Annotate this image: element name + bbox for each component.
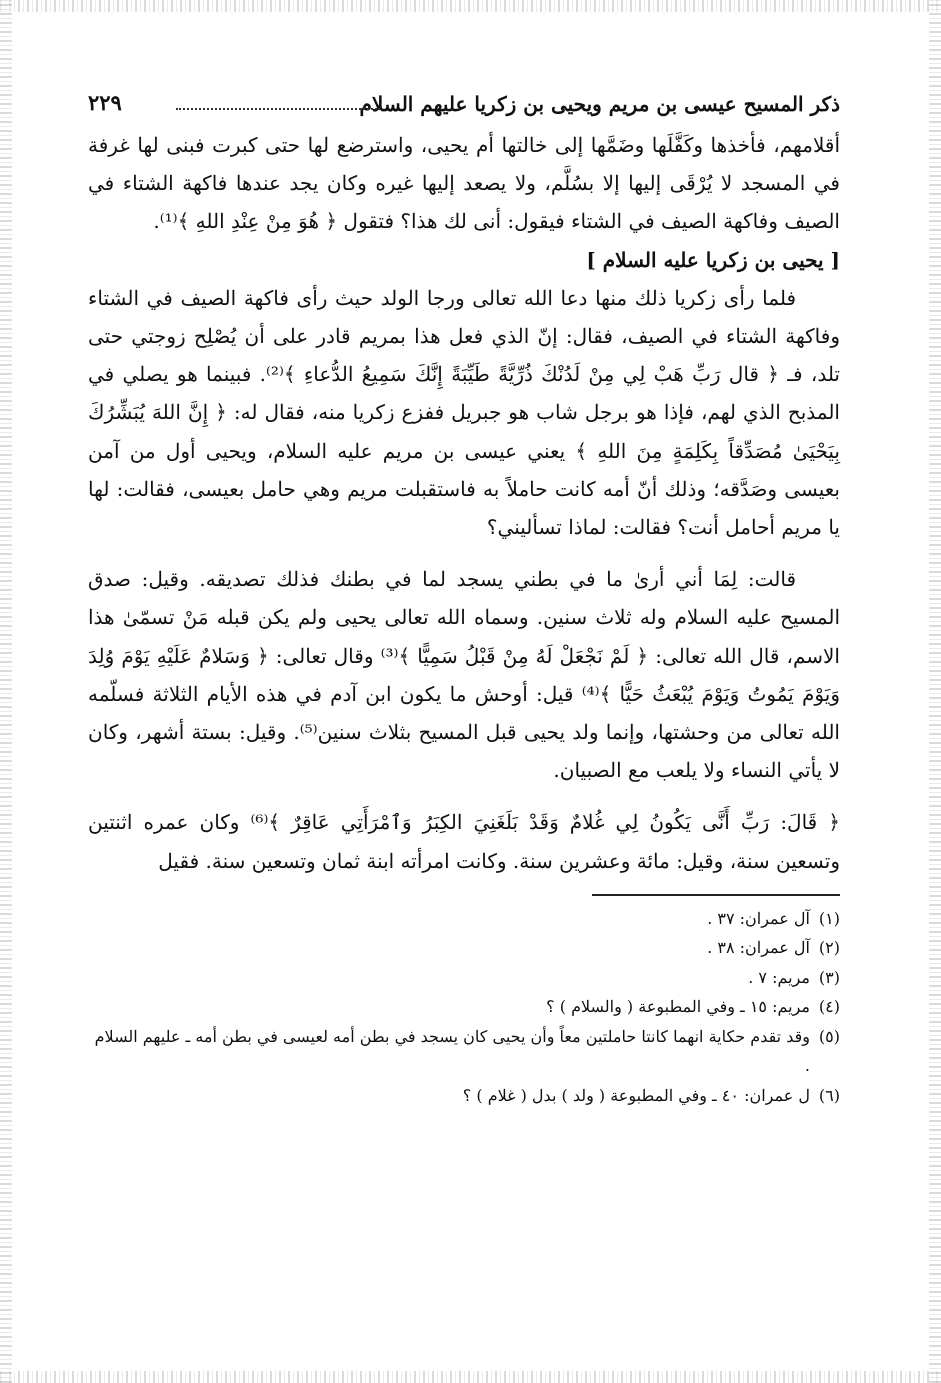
- paragraph: ﴿ قَالَ: رَبِّ أَنَّى يَكُونُ لِي غُلامٌ وَقَدْ بَلَغَنِيَ الكِبَرُ وَٱمْرَأَتِي عَاقِرٌ ﴾⁽⁶⁾ وكان عمره اثنتين وتسعين سنة، وقيل: مائة وعشرين سنة. وكانت امرأته ابنة ثمان وتسعين سنة. فقيل: [88, 810, 840, 873]
- footnote: [88, 933, 840, 963]
- footnote: [88, 1081, 840, 1111]
- footnote-separator: [592, 894, 840, 896]
- scan-edge-right: [929, 0, 941, 1383]
- footnote: [88, 904, 840, 934]
- footnote: [88, 963, 840, 993]
- header-leader-dots: [176, 108, 380, 110]
- footnote-text: آل عمران: ٣٨ .: [707, 938, 810, 958]
- header-title: ذكر المسيح عيسى بن مريم ويحيى بن زكريا عليهم السلام: [359, 92, 840, 116]
- footnote-text: مريم: ١٥ ـ وفي المطبوعة ( والسلام ) ؟: [546, 997, 810, 1017]
- paragraph: أقلامهم، فأخذها وكَفَّلَها وضَمَّها إلى خالتها أم يحيى، واسترضع لها حتى كبرت فبنى لها غرفة في المسجد لا يُرْقَى إليها إلا بسُلَّم، ولا يصعد إليها غيره وكان يجد عندها فاكهة الشتاء في الصيف وفاكهة الصيف في الشتاء فيقول: أنى لك هذا؟ فتقول ﴿ هُوَ مِنْ عِنْدِ اللهِ ﴾⁽¹⁾.: [88, 133, 840, 234]
- footnote-mark: (٦): [818, 1085, 840, 1105]
- footnote-mark: (٤): [818, 997, 840, 1017]
- main-text: [88, 126, 840, 880]
- footnote-mark: (١): [818, 908, 840, 928]
- footnote-text: ل عمران: ٤٠ ـ وفي المطبوعة ( ولد ) بدل ( غلام ) ؟: [462, 1085, 810, 1105]
- paragraph: فلما رأى زكريا ذلك منها دعا الله تعالى ورجا الولد حيث رأى فاكهة الصيف في الشتاء وفاكهة الشتاء في الصيف، فقال: إنّ الذي فعل هذا بمريم قادر على أن يُصْلِح زوجتي حتى تلد، فـ ﴿ قال رَبِّ هَبْ لِي مِنْ لَدُنْكَ ذُرِّيَّةً طَيِّبَةً إِنَّكَ سَمِيعُ الدُّعاءِ ﴾⁽²⁾. فبينما هو يصلي في المذبح الذي لهم، فإذا هو برجل شاب هو جبريل ففزع زكريا منه، فقال له: ﴿ إِنَّ اللهَ يُبَشِّرُكَ بِيَحْيَىٰ مُصَدِّقاً بِكَلِمَةٍ مِنَ اللهِ ﴾ يعني عيسى بن مريم عليه السلام، ويحيى أول من آمن بعيسى وصَدَّقه؛ وذلك أنّ أمه كانت حاملاً به فاستقبلت مريم وهي حامل بعيسى، فقالت: لها يا مريم أحامل أنت؟ فقالت: لماذا تسأليني؟: [88, 285, 841, 540]
- page-number: ٢٢٩: [88, 90, 122, 115]
- footnote-text: آل عمران: ٣٧ .: [707, 908, 810, 928]
- section-heading: [ يحيى بن زكريا عليه السلام ]: [586, 247, 840, 272]
- footnote-mark: (٣): [818, 967, 840, 987]
- book-page: [88, 86, 840, 1110]
- paragraph: قالت: لِمَا أني أرىٰ ما في بطني يسجد لما في بطنك فذلك تصديقه. وقيل: صدق المسيح عليه السلام وله ثلاث سنين. وسماه الله تعالى يحيى ولم يكن قبله مَنْ تسمّىٰ هذا الاسم، قال الله تعالى: ﴿ لَمْ نَجْعَلْ لَهُ مِنْ قَبْلُ سَمِيًّا ﴾⁽³⁾ وقال تعالى: ﴿ وَسَلامٌ عَلَيْهِ يَوْمَ وُلِدَ وَيَوْمَ يَمُوتُ وَيَوْمَ يُبْعَثُ حَيًّا ﴾⁽⁴⁾ قيل: أوحش ما يكون ابن آدم في هذه الأيام الثلاثة فسلّمه الله تعالى من وحشتها، وإنما ولد يحيى قبل المسيح بثلاث سنين⁽⁵⁾. وقيل: بستة أشهر، وكان لا يأتي النساء ولا يلعب مع الصبيان.: [88, 567, 840, 783]
- footnote: [88, 992, 840, 1022]
- footnote-text: مريم: ٧ .: [748, 967, 810, 987]
- footnote-mark: (٢): [818, 938, 840, 958]
- scan-edge-bottom: [0, 1371, 941, 1383]
- footnote-mark: (٥): [818, 1026, 840, 1046]
- footnote-text: وقد تقدم حكاية انهما كانتا حاملتين معاً وأن يحيى كان يسجد في بطن أمه لعيسى في بطن أمه ـ عليهم السلام .: [94, 1026, 810, 1076]
- footnote: [88, 1022, 840, 1081]
- running-header: [88, 86, 840, 126]
- scan-edge-top: [0, 0, 941, 12]
- scan-edge-left: [0, 0, 12, 1383]
- footnotes: [88, 904, 840, 1111]
